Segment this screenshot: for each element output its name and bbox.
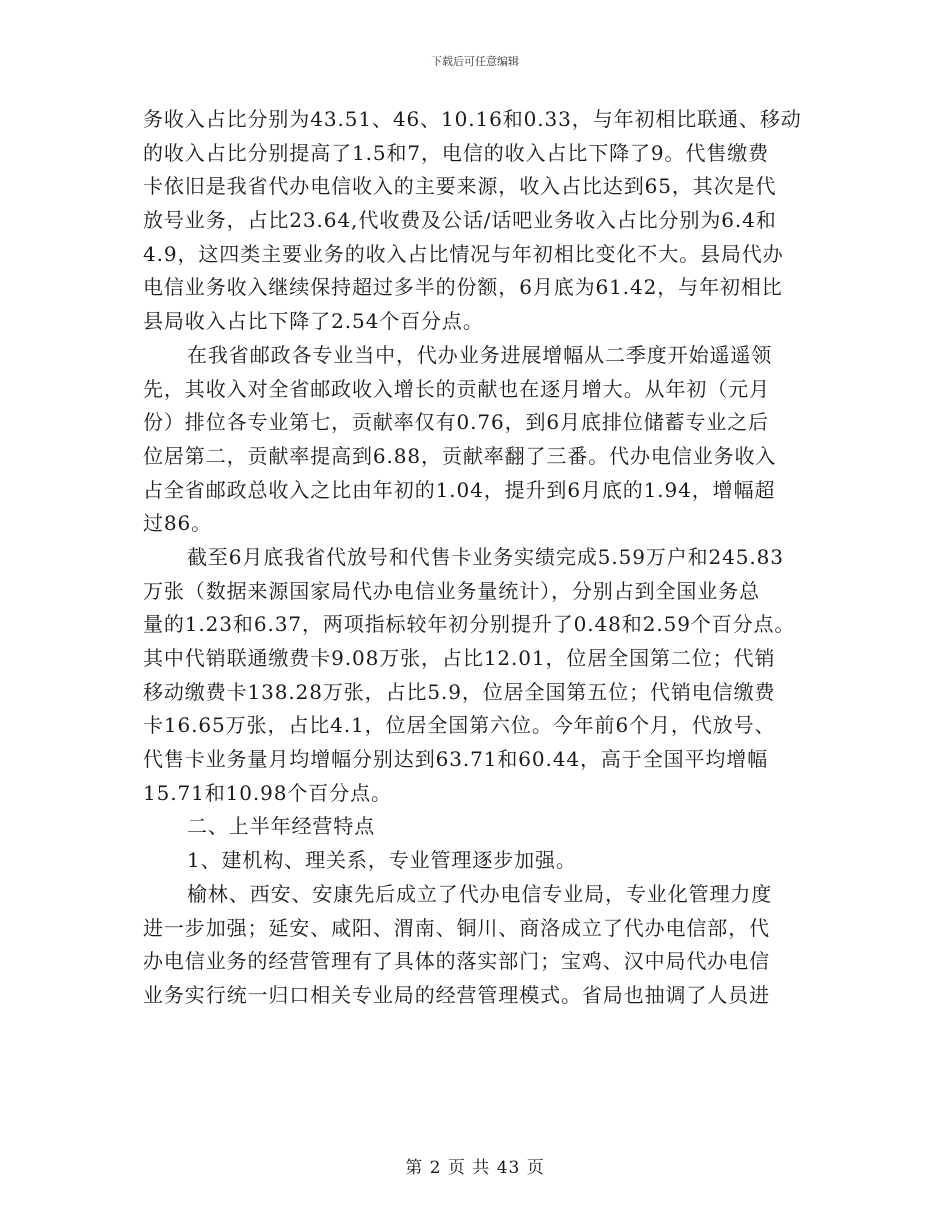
text-line: 卡依旧是我省代办电信收入的主要来源，收入占比达到65，其次是代: [143, 174, 777, 199]
page-number-footer: 第 2 页 共 43 页: [405, 1158, 545, 1178]
text-line: 15.71和10.98个百分点。: [143, 780, 392, 805]
text-line: 业务实行统一归口相关专业局的经营管理模式。省局也抽调了人员进: [143, 982, 770, 1007]
text-line: 占全省邮政总收入之比由年初的1.04，提升到6月底的1.94，增幅超: [143, 477, 776, 502]
text-line: 办电信业务的经营管理有了具体的落实部门；宝鸡、汉中局代办电信: [143, 949, 770, 974]
text-line: 务收入占比分别为43.51、46、10.16和0.33，与年初相比联通、移动: [143, 107, 802, 131]
text-line: 份）排位各专业第七，贡献率仅有0.76，到6月底排位储蓄专业之后: [143, 410, 770, 435]
paragraph-start-line: 在我省邮政各专业当中，代办业务进展增幅从二季度开始遥遥领: [187, 342, 773, 367]
text-line: 过86。: [143, 511, 213, 536]
subsection-heading: 1、建机构、理关系，专业管理逐步加强。: [187, 848, 577, 873]
text-line: 量的1.23和6.37，两项指标较年初分别提升了0.48和2.59个百分点。: [143, 612, 796, 637]
text-line: 4.9，这四类主要业务的收入占比情况与年初相比变化不大。县局代办: [143, 241, 784, 266]
text-line: 县局收入占比下降了2.54个百分点。: [143, 309, 484, 334]
paragraph-start-line: 榆林、西安、安康先后成立了代办电信专业局，专业化管理力度: [187, 881, 773, 906]
text-line: 卡16.65万张，占比4.1，位居全国第六位。今年前6个月，代放号、: [143, 713, 776, 738]
section-heading: 二、上半年经营特点: [187, 814, 376, 839]
document-body: [143, 103, 808, 1013]
text-line: 万张（数据来源国家局代办电信业务量统计），分别占到全国业务总: [143, 578, 760, 603]
paragraph-start-line: 截至6月底我省代放号和代售卡业务实绩完成5.59万户和245.83: [187, 544, 784, 569]
text-line: 放号业务，占比23.64,代收费及公话/话吧业务收入占比分别为6.4和: [143, 208, 777, 233]
text-line: 代售卡业务量月均增幅分别达到63.71和60.44，高于全国平均增幅: [143, 747, 769, 772]
text-line: 电信业务收入继续保持超过多半的份额，6月底为61.42，与年初相比: [143, 275, 783, 300]
text-line: 其中代销联通缴费卡9.08万张，占比12.01，位居全国第二位；代销: [143, 646, 776, 670]
text-line: 位居第二，贡献率提高到6.88，贡献率翻了三番。代办电信业务收入: [143, 443, 777, 468]
page-header: 下载后可任意编辑: [431, 55, 519, 68]
text-line: 的收入占比分别提高了1.5和7，电信的收入占比下降了9。代售缴费: [143, 140, 770, 165]
text-line: 进一步加强；延安、咸阳、渭南、铜川、商洛成立了代办电信部，代: [143, 915, 770, 940]
text-line: 移动缴费卡138.28万张，占比5.9，位居全国第五位；代销电信缴费: [143, 679, 776, 704]
text-line: 先，其收入对全省邮政收入增长的贡献也在逐月增大。从年初（元月: [143, 376, 770, 401]
